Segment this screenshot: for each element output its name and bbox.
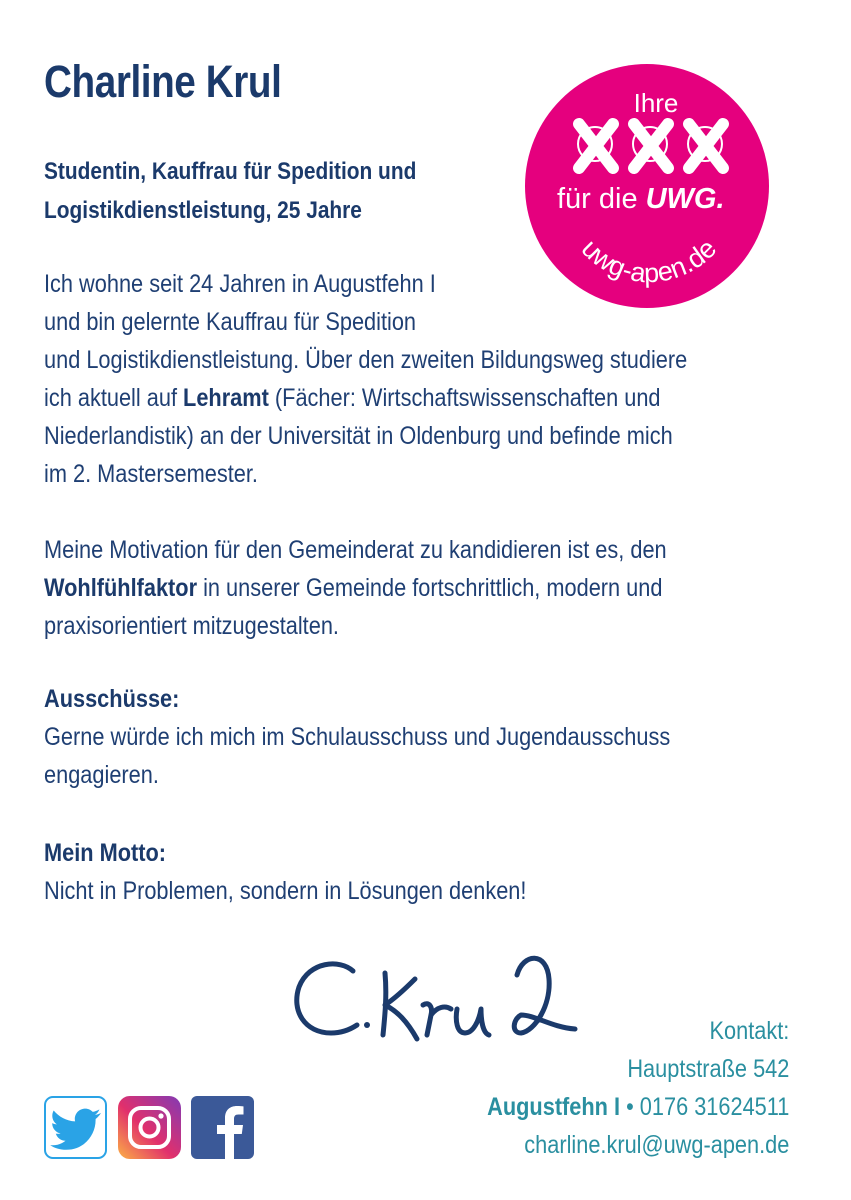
motivation-paragraph xyxy=(44,531,667,645)
candidate-subtitle xyxy=(44,152,416,230)
contact-separator: • xyxy=(619,1093,640,1121)
committees-line: engagieren. xyxy=(44,761,159,789)
contact-label: Kontakt: xyxy=(709,1017,789,1045)
bio-line: und bin gelernte Kauffrau für Spedition xyxy=(44,308,417,336)
contact-street: Hauptstraße 542 xyxy=(626,1055,789,1083)
motto-text: Nicht in Problemen, sondern in Lösungen denken! xyxy=(44,877,527,905)
motivation-line: Meine Motivation für den Gemeinderat zu kandidieren ist es, den xyxy=(44,536,667,564)
contact-email[interactable]: charline.krul@uwg-apen.de xyxy=(523,1131,789,1159)
committees-heading: Ausschüsse: xyxy=(44,685,180,713)
bio-line: ich aktuell auf Lehramt (Fächer: Wirtschaftswissenschaften und xyxy=(44,384,661,412)
facebook-icon[interactable] xyxy=(191,1096,254,1159)
contact-city-phone xyxy=(487,1088,789,1126)
motto-heading: Mein Motto: xyxy=(44,839,167,867)
uwg-badge xyxy=(525,64,769,308)
bio-line: und Logistikdienstleistung. Über den zweiten Bildungsweg studiere xyxy=(44,346,688,374)
badge-middle-text: für die UWG. xyxy=(557,183,725,215)
bold-lehramt: Lehramt xyxy=(183,384,269,412)
badge-top-text: Ihre xyxy=(633,88,679,118)
motivation-line: Wohlfühlfaktor in unserer Gemeinde fortschrittlich, modern und xyxy=(44,574,663,602)
twitter-icon[interactable] xyxy=(44,1096,107,1159)
contact-phone[interactable]: 0176 31624511 xyxy=(639,1093,789,1121)
bio-line: Ich wohne seit 24 Jahren in Augustfehn I xyxy=(44,270,436,298)
contact-block xyxy=(487,1012,789,1164)
bold-wohlfuehlfaktor: Wohlfühlfaktor xyxy=(44,574,198,602)
bio-line: im 2. Mastersemester. xyxy=(44,460,258,488)
bio-line: Niederlandistik) an der Universität in Oldenburg und befinde mich xyxy=(44,422,673,450)
contact-city: Augustfehn I xyxy=(486,1093,620,1121)
subtitle-line-2: Logistikdienstleistung, 25 Jahre xyxy=(44,197,362,224)
committees-line: Gerne würde ich mich im Schulausschuss und Jugendausschuss xyxy=(44,723,671,751)
motto-section xyxy=(44,834,526,910)
committees-section xyxy=(44,680,670,794)
motivation-line: praxisorientiert mitzugestalten. xyxy=(44,612,339,640)
instagram-icon[interactable] xyxy=(118,1096,181,1159)
subtitle-line-1: Studentin, Kauffrau für Spedition und xyxy=(44,158,417,185)
candidate-name: Charline Krul xyxy=(44,56,282,107)
badge-url-text: uwg-apen.de xyxy=(575,233,723,289)
